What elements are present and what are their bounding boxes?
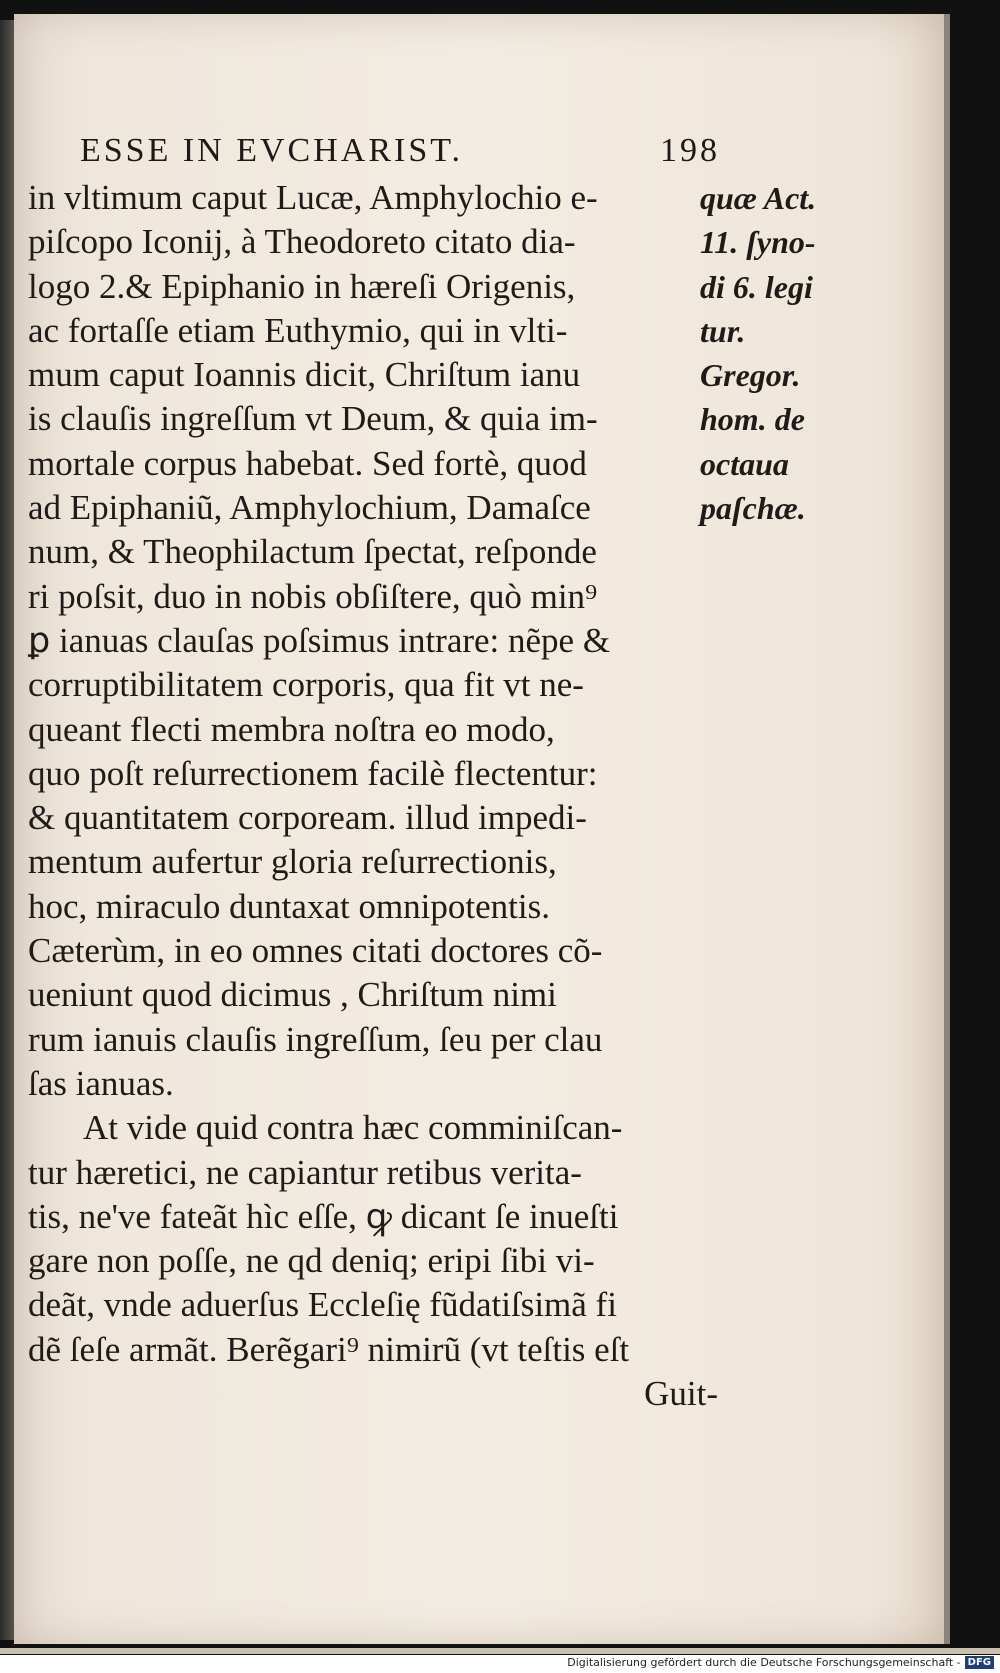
text-line: rum ianuis clauſis ingreſſum, ſeu per clau — [28, 1019, 603, 1059]
running-head-title: ESSE IN EVCHARIST. — [80, 132, 463, 169]
running-head — [80, 132, 720, 170]
text-line: mentum aufertur gloria reſurrectionis, — [28, 842, 557, 882]
text-line: deãt, vnde aduerſus Eccleſię fũdatiſsimã fi — [28, 1285, 617, 1325]
text-line: tur hæretici, ne capiantur retibus verita- — [28, 1152, 582, 1192]
text-line: quo poſt reſurrectionem facilè flectentur: — [28, 753, 598, 793]
text-line: gare non poſſe, ne qd deniq; eripi ſibi vi- — [28, 1241, 595, 1281]
margin-note: hom. de — [700, 401, 805, 438]
margin-note: 11. ſyno- — [700, 224, 816, 261]
body-text — [28, 176, 718, 1416]
margin-note: di 6. legi — [700, 268, 813, 305]
text-line: is clauſis ingreſſum vt Deum, & quia im- — [28, 399, 598, 439]
text-line: mum caput Ioannis dicit, Chriſtum ianu — [28, 355, 581, 395]
text-line: Cæterùm, in eo omnes citati doctores cõ- — [28, 931, 603, 971]
text-line: mortale corpus habebat. Sed fortè, quod — [28, 443, 587, 483]
catchword: Guit- — [644, 1374, 718, 1414]
text-line: queant flecti membra noſtra eo modo, — [28, 709, 555, 749]
text-line: hoc, miraculo duntaxat omnipotentis. — [28, 886, 550, 926]
page-number: 198 — [660, 132, 720, 169]
margin-note: paſchæ. — [700, 490, 806, 527]
paragraph-start-line: At vide quid contra hæc comminiſcan- — [83, 1108, 623, 1148]
dfg-logo: DFG — [965, 1656, 994, 1669]
text-line: dẽ ſeſe armãt. Berẽgari⁹ nimirũ (vt teſtis eſt — [28, 1329, 630, 1369]
text-line: ſas ianuas. — [28, 1063, 174, 1103]
margin-note: Gregor. — [700, 357, 801, 394]
text-line: num, & Theophilactum ſpectat, reſponde — [28, 532, 597, 572]
scan-bottom-band — [0, 1648, 1000, 1654]
text-line: ri poſsit, duo in nobis obſiſtere, quò min⁹ — [28, 576, 598, 616]
text-line: in vltimum caput Lucæ, Amphylochio e- — [28, 178, 598, 217]
book-gutter — [0, 20, 14, 1640]
footer-credit — [567, 1656, 994, 1669]
margin-note: tur. — [700, 312, 746, 349]
margin-note: octaua — [700, 445, 789, 482]
text-line: ac fortaſſe etiam Euthymio, qui in vlti- — [28, 310, 568, 350]
text-line: & quantitatem corpoream. illud impedi- — [28, 798, 587, 838]
page-edge — [944, 14, 950, 1644]
text-line: tis, ne've fateãt hìc eſſe, ꝙ dicant ſe inueſti — [28, 1196, 619, 1236]
text-line: logo 2.& Epiphanio in hæreſi Origenis, — [28, 266, 576, 306]
margin-notes — [700, 176, 830, 530]
text-line: ueniunt quod dicimus , Chriſtum nimi — [28, 975, 557, 1015]
footer-credit-text: Digitalisierung gefördert durch die Deutsche Forschungsgemeinschaft - — [567, 1656, 961, 1669]
margin-note: quæ Act. — [700, 180, 817, 216]
text-line: ad Epiphaniũ, Amphylochium, Damaſce — [28, 488, 591, 528]
text-line: piſcopo Iconij, à Theodoreto citato dia- — [28, 222, 576, 262]
text-line: ꝑ ianuas clauſas poſsimus intrare: nẽpe & — [28, 620, 611, 660]
text-line: corruptibilitatem corporis, qua fit vt ne- — [28, 665, 584, 705]
